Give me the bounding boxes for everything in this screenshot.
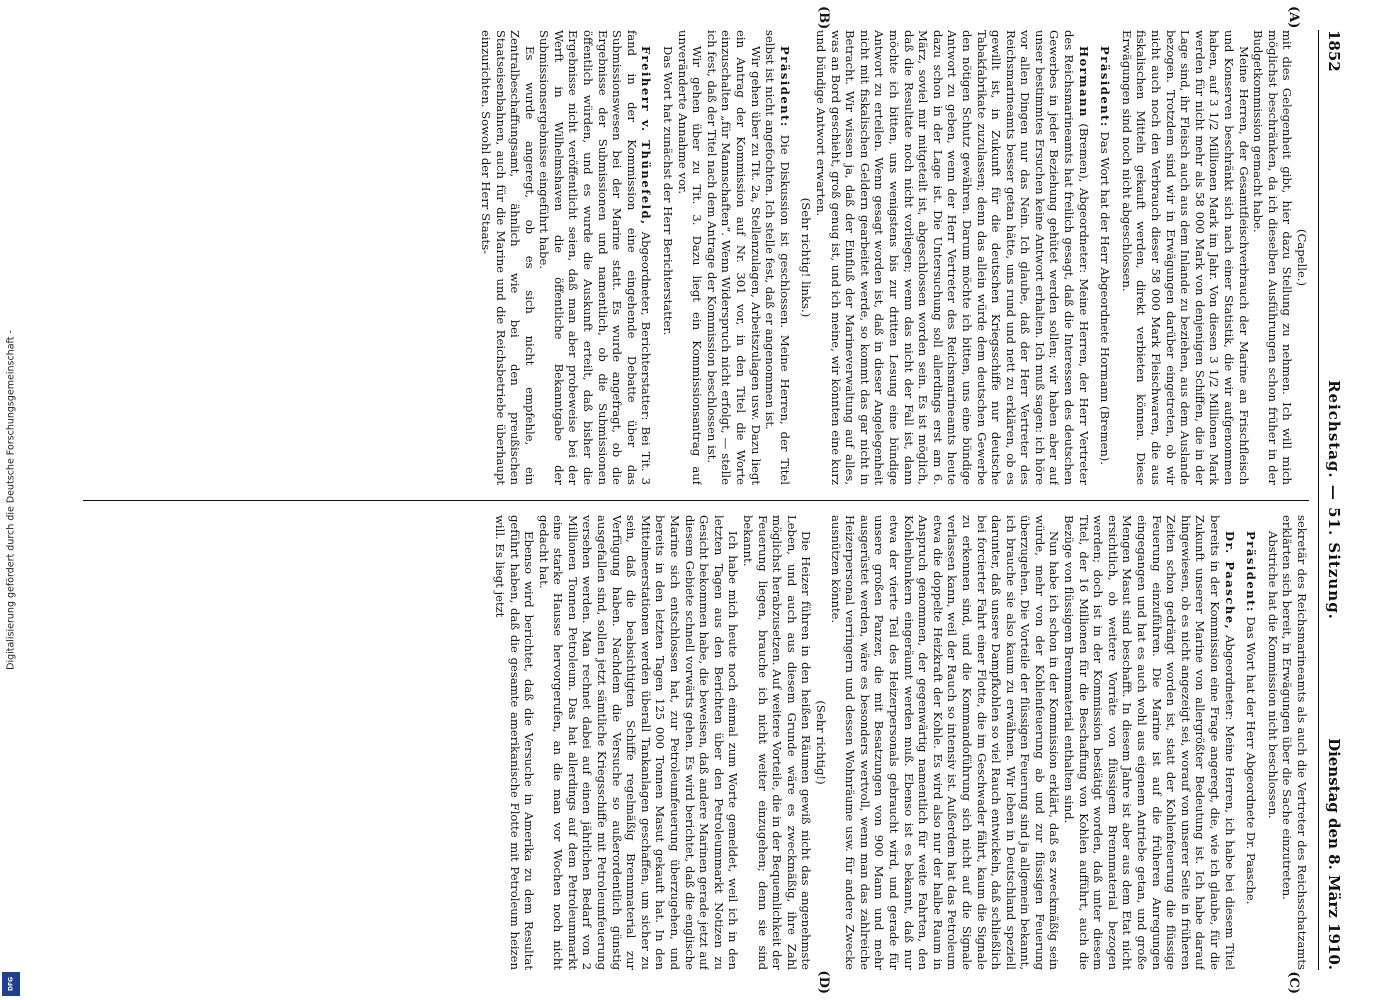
speaker-label: Freiherr v. Thünefeld, <box>639 46 654 226</box>
paragraph: Nun habe ich schon in der Kommission erklärt, daß es zweckmäßig sein würde, mehr von der Kohlenfeuerung ab und zur flüssigen Feuerung überzugehen. Die Vorteile der flüssigen Feuerung sind ja allgemein bekannt, ich brauche sie also kaum zu erwähnen. Wir leben in Deutschland speziell darunter, daß unsere Dampfkohlen so viel Rauch entwickeln, daß schließlich bei forcierter Fahrt einer Flotte, die im Geschwader fährt, kaum die Signale zu erkennen sind, und die Kommandoführung sich nicht auf die Signale verlassen kann, weil der Rauch so intensiv ist. Außerdem hat das Petroleum etwa die doppelte Heizkraft der Kohle. Es wird also nur der halbe Raum in Anspruch genommen, der gegenwärtig namentlich für weite Fahrten, den Kohlenbunkern eingeräumt werden muß. Ebenso ist es bekannt, daß nur etwa der vierte Teil des Heizerpersonals gebraucht wird, und gerade für unsere großen Panzer, die mit Besatzungen von 900 Mann und mehr ausgerüstet werden, wäre es besonders wertvoll, wenn man das zahlreiche Heizerpersonal verringern und dessen Wohnräume usw. für andere Zwecke ausnützen könnte. <box>828 515 1062 970</box>
scan-area <box>30 0 1383 1000</box>
speech-text: Abgeordneter, Berichterstatter: Bei Tit. 3 fand in der Kommission eine eingehende Debatte über das Submissionswesen bei der Marine statt. Es wurde angefragt, ob die Ergebnisse der Submissionen und namentlich, ob die Submissionen öffentlich würden, und es wurde die Auskunft erteilt, daß bisher die Ergebnisse nicht veröffentlicht seien, daß man aber probeweise bei der Werft in Wilhelmshaven die öffentliche Bekanntgabe der Submissionsergebnisse eingeführt habe. <box>537 30 654 485</box>
paragraph: Meine Herren, der Gesamtfleischverbrauch der Marine an Frischfleisch und Konserven beschränkt sich nach einer Statistik, die wir aufgenommen haben, auf 3 1/2 Millionen Mark im Jahr. Von diesen 3 1/2 Millionen Mark werden für nicht mehr als 58 000 Mark von denjenigen Schiffen, die in der Lage sind, ihr Fleisch auch aus dem Inlande zu beziehen, aus dem Auslande bezogen. Trotzdem sind wir in Erwägungen darüber eingetreten, ob wir nicht auch noch den Verbrauch dieser 58 000 Mark Fleischwaren, die aus fiskalischen Mitteln gekauft werden, direkt verbieten können. Diese Erwägungen sind noch nicht abgeschlossen. <box>1119 30 1251 485</box>
paragraph: Abstriche hat die Kommission nicht beschlossen. <box>1265 531 1280 819</box>
paragraph: mit dies Gelegenheit gibt, hier dazu Stellung zu nehmen. Ich will mich möglichst beschränken, da ich dieselben Ausführungen schon früher in der Budgetkommission gemacht habe. <box>1251 30 1295 485</box>
right-column <box>83 515 1309 970</box>
interjection: (Sehr richtig!) <box>814 700 828 785</box>
speaker-attribution: (Capelle.) <box>1295 228 1309 287</box>
speaker-label: Präsident: <box>1244 531 1259 613</box>
interjection: (Sehr richtig! links.) <box>799 197 814 318</box>
funding-notice: Digitalisierung gefördert durch die Deutsche Forschungsgemeinschaft - <box>5 330 17 670</box>
paragraph: Wir gehen über zu Tit. 3. Dazu liegt ein Kommissionsantrag auf unveränderte Annahme vor. <box>675 30 705 485</box>
president-remark <box>1098 30 1113 485</box>
speech-text: (Bremen), Abgeordneter: Meine Herren, der Herr Vertreter des Reichsmarineamts hat freilich gesagt, daß die Interessen des deutschen Gewerbes in jeder Beziehung gehütet werden sollen; wir haben aber auf unser bestimmtes Ersuchen keine Antwort erhalten. Ich muß sagen: ich höre vor allen Dingen nur das Nein. Ich glaube, daß der Herr Vertreter des Reichsmarineamts besser getan hätte, uns rund und nett zu erklären, ob es gewillt ist, in Zukunft für die deutschen Kriegsschiffe nur deutsche Tabakfabrikate zuzulassen; denn das allein würde dem deutschen Gewerbe den nötigen Schutz gewähren. Darum möchte ich bitten, uns eine bündige Antwort zu geben, wenn der Herr Vertreter des Reichsmarineamts heute dazu schon in der Lage ist. Die Untersuchung soll allerdings erst am 6. März, soviel mir mitgeteilt ist, abgeschlossen worden sein. Es ist möglich, daß die Resultate noch nicht vorliegen; wenn das nicht der Fall ist, dann möchte ich bitten, uns wenigstens bis zur dritten Lesung eine bündige Antwort zu erteilen. Wenn gesagt worden ist, daß in dieser Angelegenheit nicht mit fiskalischen Geldern gearbeitet werde, so kommt das gar nicht in Betracht. Wir wissen ja, daß der Einfluß der Marineverwaltung auf alles, was an Bord geschieht, groß genug ist, und ich meine, wir könnten eine kurz und bündige Antwort erwarten. <box>814 30 1091 485</box>
page-title: Reichstag. — 51. Sitzung. <box>1325 380 1343 620</box>
president-remark <box>1244 515 1259 970</box>
remark-text: Das Wort hat der Herr Abgeordnete Dr. Paasche. <box>1244 616 1259 905</box>
paragraph: Es wurde angeregt, ob es sich nicht empfehle, ein Zentralbeschaffungsamt, ähnlich wie bei den preußischen Staatseisenbahnen, auch für die Marine und die Reichsbetriebe überhaupt einzurichten. Sowohl der Herr Staats- <box>478 30 537 485</box>
session-date: Dienstag den 8. März 1910. <box>1325 738 1343 970</box>
margin-marker-b: (B) <box>816 6 831 30</box>
paragraph: Die Heizer führen in den heißen Räumen gewiß nicht das angenehmste Leben, und auch aus diesem Grunde wäre es zweckmäßig, ihre Zahl möglichst herabzusetzen. Auf weitere Vorteile, die in der Bequemlichkeit der Feuerung liegen, brauche ich nicht weiter einzugehen; denn sie sind bekannt. <box>741 515 814 970</box>
paragraph: Ich habe mich heute noch einmal zum Worte gemeldet, weil ich in den letzten Tagen aus den Berichten über den Petroleummarkt Notizen zu Gesicht bekommen habe, die beweisen, daß andere Marinen gerade jetzt auf diesem Gebiete schnell vorwärts gehen. Es wird berichtet, daß die englische Marine sich entschlossen hat, zur Petroleumfeuerung überzugehen, und bereits in den letzten Tagen 125 000 Tonnen Masut gekauft hat. In den Mittelmeerstationen werden überall Tankanlagen geschaffen, um sicher zu sein, daß die beabsichtigten Schiffe regelmäßig Brennmaterial zur Verfügung haben. Nachdem die Versuche so außerordentlich günstig ausgefallen sind, sollen jetzt sämtliche Kriegsschiffe mit Petroleumfeuerung versehen werden. Man rechnet dabei auf einen jährlichen Bedarf von 2 Millionen Tonnen Petroleum. Das hat allerdings auf dem Petroleummarkt eine starke Hausse hervorgerufen, an die man vor Wochen noch nicht gedacht hat. <box>536 515 741 970</box>
speaker-label: Hormann <box>1076 46 1091 118</box>
paragraph: Ebenso wird berichtet, daß die Versuche in Amerika zu dem Resultat geführt haben, daß die gesamte amerikanische Flotte mit Petroleum heizen will. Es liegt jetzt <box>492 515 537 970</box>
speaker-label: Präsident: <box>777 46 792 128</box>
speaker-label: Dr. Paasche, <box>1222 531 1237 631</box>
paragraph: sekretär des Reichsmarineamts als auch die Vertreter des Reichsschatzamts erklärten sich bereit, in Erwägungen über die Sache einzutreten. <box>1280 515 1309 970</box>
paragraph: Das Wort hat zunächst der Herr Berichterstatter. <box>661 46 676 336</box>
dfg-logo <box>2 972 20 996</box>
margin-marker-c: (C) <box>1286 971 1301 994</box>
header-rule <box>1318 30 1319 970</box>
margin-marker-a: (A) <box>1286 6 1301 29</box>
speech <box>537 30 654 485</box>
margin-marker-d: (D) <box>816 970 831 994</box>
speech <box>1062 515 1237 970</box>
digitization-sidebar <box>0 0 22 1000</box>
remark-text: Die Diskussion ist geschlossen. Meine Herren, der Titel selbst ist nicht angefochten. Ich stelle fest, daß er angenommen ist. <box>763 30 792 485</box>
left-column <box>83 30 1309 485</box>
speaker-label: Präsident: <box>1098 46 1113 128</box>
document-page <box>61 0 1351 1000</box>
paragraph: Wir gehen über zu Tit. 2a, Stellenzulagen, Arbeitszulagen usw. Dazu liegt ein Antrag der Kommission auf Nr. 301 vor, in den Titel die Worte einzuschalten „für Mannschaften“. Wenn Widerspruch nicht erfolgt, — stelle ich fest, daß der Titel nach dem Antrage der Kommission beschlossen ist. <box>704 30 763 485</box>
dfg-logo-text: DFG <box>7 976 15 992</box>
president-remark <box>763 30 792 485</box>
page-number: 1852 <box>1325 30 1343 72</box>
speech <box>813 30 1090 485</box>
running-header <box>1317 30 1343 970</box>
column-divider <box>83 500 1309 501</box>
speech-text: Abgeordneter: Meine Herren, ich habe bei diesem Titel bereits in der Kommission eine Frage angeregt, die, wie ich glaube, für die Zukunft unserer Marine von allergrößter Bedeutung ist. Ich habe darauf hingewiesen, ob es nicht angezeigt sei, worauf von unserer Seite in früheren Zeiten schon gedrängt worden ist, statt der Kohlenfeuerung die flüssige Feuerung einzuführen. Die Marine ist auf die früheren Anregungen eingegangen und hat es auch wohl aus eigenem Antriebe getan, und große Mengen Masut sind beschafft. In diesem Jahre ist aber aus dem Etat nicht ersichtlich, ob weitere Vorräte von flüssigem Brennmaterial bezogen werden; doch ist in der Kommission bestätigt worden, daß unter diesem Titel, der 16 Millionen für die Beschaffung von Kohlen aufführt, auch die Bezüge von flüssigem Brennmaterial enthalten sind. <box>1062 515 1237 970</box>
remark-text: Das Wort hat der Herr Abgeordnete Hormann (Bremen). <box>1098 131 1113 466</box>
